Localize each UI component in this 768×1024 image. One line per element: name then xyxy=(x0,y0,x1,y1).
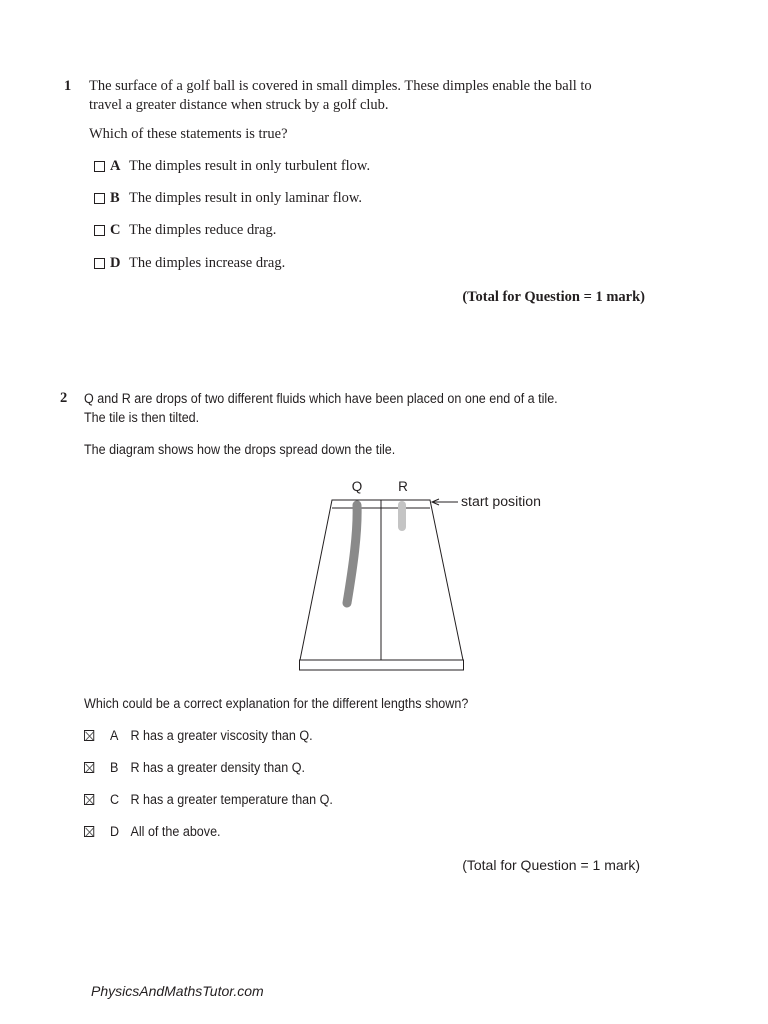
label-r: R xyxy=(398,479,408,494)
answer-checkbox[interactable] xyxy=(94,258,105,269)
question-2-prompt: Which could be a correct explanation for the different lengths shown? xyxy=(84,696,469,711)
label-q: Q xyxy=(351,479,363,494)
answer-checkbox[interactable] xyxy=(84,762,94,773)
question-2-number: 2 xyxy=(60,390,68,406)
footer-site-name: PhysicsAndMathsTutor.com xyxy=(91,983,264,999)
question-2-diagram-intro: The diagram shows how the drops spread down the tile. xyxy=(84,442,396,457)
option-letter: A xyxy=(110,728,119,743)
question-1-option-c[interactable] xyxy=(94,221,276,240)
answer-checkbox[interactable] xyxy=(94,161,105,172)
option-letter: C xyxy=(110,222,121,238)
option-letter: C xyxy=(110,792,120,807)
answer-checkbox[interactable] xyxy=(94,193,105,204)
answer-checkbox[interactable] xyxy=(84,730,94,741)
option-text: The dimples result in only laminar flow. xyxy=(129,190,363,206)
question-2-stem-line-2: The tile is then tilted. xyxy=(84,410,200,425)
question-2-option-a[interactable] xyxy=(84,726,313,745)
option-text: All of the above. xyxy=(130,824,221,839)
question-1-option-a[interactable] xyxy=(94,157,370,176)
question-1-option-b[interactable] xyxy=(94,189,362,208)
option-text: The dimples result in only turbulent flow. xyxy=(129,158,371,174)
question-1-stem-line-2: travel a greater distance when struck by a golf club. xyxy=(89,97,389,113)
option-letter: D xyxy=(110,824,120,839)
answer-checkbox[interactable] xyxy=(94,225,105,236)
tile xyxy=(300,500,464,670)
drop-q-trail xyxy=(347,505,357,603)
option-text: The dimples increase drag. xyxy=(129,255,286,271)
question-2-option-d[interactable] xyxy=(84,822,221,841)
option-letter: A xyxy=(110,158,121,174)
start-position-label: start position xyxy=(461,494,541,509)
answer-checkbox[interactable] xyxy=(84,794,94,805)
tile-base xyxy=(300,660,464,670)
option-text: R has a greater temperature than Q. xyxy=(130,792,333,807)
start-position-arrow xyxy=(432,499,458,505)
question-2-stem-line-1: Q and R are drops of two different fluids which have been placed on one end of a tile. xyxy=(84,391,558,406)
question-2-option-c[interactable] xyxy=(84,790,333,809)
option-text: The dimples reduce drag. xyxy=(129,222,277,238)
question-1-prompt: Which of these statements is true? xyxy=(89,126,288,142)
question-2-total: (Total for Question = 1 mark) xyxy=(462,857,640,873)
question-1-stem-line-1: The surface of a golf ball is covered in small dimples. These dimples enable the ball to xyxy=(89,78,592,94)
question-1-total: (Total for Question = 1 mark) xyxy=(462,289,645,305)
question-1-number: 1 xyxy=(64,78,72,94)
option-letter: D xyxy=(110,255,121,271)
tile-diagram xyxy=(290,472,560,674)
option-text: R has a greater viscosity than Q. xyxy=(130,728,313,743)
option-letter: B xyxy=(110,760,119,775)
question-2-option-b[interactable] xyxy=(84,758,305,777)
option-text: R has a greater density than Q. xyxy=(130,760,305,775)
question-1-option-d[interactable] xyxy=(94,254,285,273)
option-letter: B xyxy=(110,190,120,206)
answer-checkbox[interactable] xyxy=(84,826,94,837)
